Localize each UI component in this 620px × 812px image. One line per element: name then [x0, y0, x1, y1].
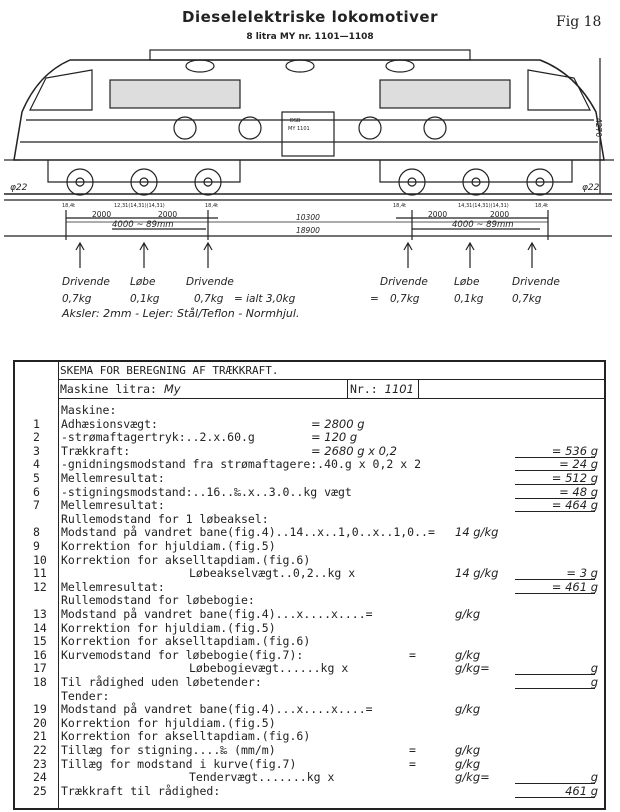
- line-result: = 512 g: [551, 471, 598, 485]
- nr-value: 1101: [384, 382, 414, 396]
- line-number: 10: [33, 552, 47, 567]
- result-underline: [515, 797, 595, 798]
- line-text: Modstand på vandret bane(fig.4)...x....x....=: [61, 607, 373, 621]
- line-text: Mellemresultat:: [61, 471, 165, 485]
- bogie-dim-left: 4000 ~ 89mm: [112, 220, 174, 230]
- line-text: Tendervægt.......kg x: [189, 770, 335, 785]
- line-text: Løbebogievægt......kg x: [189, 661, 349, 676]
- axle-label: Løbe: [130, 276, 156, 288]
- dim-2000: 2000: [158, 210, 178, 219]
- line-result: = 461 g: [551, 579, 598, 594]
- tiny-label: 18,4t: [393, 203, 407, 209]
- line-result: g: [590, 675, 598, 689]
- line-text: Trækkraft til rådighed:: [61, 783, 221, 798]
- line-rate: g/kg: [455, 743, 481, 757]
- maskine-label: Maskine litra:: [60, 382, 157, 396]
- axle-weight: 0,1kg: [130, 293, 160, 305]
- line-text: Korrektion for akselltapdiam.(fig.6): [61, 634, 311, 649]
- line-text: Korrektion for akselltapdiam.(fig.6): [61, 729, 311, 744]
- line-number: 15: [33, 634, 47, 649]
- line-number: 17: [33, 661, 47, 676]
- height-dimension: 4270: [594, 118, 603, 138]
- line-text: Trækkraft:: [61, 443, 131, 458]
- line-number: 11: [33, 566, 47, 581]
- line-value: = 120 g: [311, 430, 358, 445]
- line-number: 23: [33, 756, 47, 771]
- line-text: Mellemresultat:: [61, 498, 165, 513]
- sheet-title: SKEMA FOR BEREGNING AF TRÆKKRAFT.: [58, 362, 606, 380]
- line-rate: g/kg: [455, 647, 481, 662]
- line-value: = 2680 g x 0,2: [311, 443, 397, 458]
- axle-label: Drivende: [380, 276, 428, 288]
- line-number: 16: [33, 647, 47, 662]
- line-text: Modstand på vandret bane(fig.4)..14..x..1,0..x..1,0..=: [61, 525, 435, 540]
- line-text: Tillæg for stigning....‰ (mm/m): [61, 743, 276, 757]
- line-value: = 2800 g: [311, 416, 365, 431]
- tiny-label: 18,4t: [535, 203, 549, 209]
- result-underline: [515, 593, 595, 594]
- line-number: 13: [33, 607, 47, 621]
- line-rate: g/kg: [455, 702, 481, 717]
- traction-sheet: [13, 360, 606, 810]
- line-number: 5: [33, 471, 40, 485]
- line-number: 2: [33, 430, 40, 445]
- line-text: Mellemresultat:: [61, 579, 165, 594]
- tiny-label: 14,31(14,31)(14,31): [458, 203, 509, 209]
- line-result: g: [590, 661, 598, 676]
- line-number: 22: [33, 743, 47, 757]
- axle-label: Drivende: [512, 276, 560, 288]
- line-number: 24: [33, 770, 47, 785]
- line-text: Adhæsionsvægt:: [61, 416, 158, 431]
- dim-10300: 10300: [296, 213, 320, 222]
- locomotive-drawing: [0, 0, 620, 360]
- line-rate: g/kg: [455, 756, 481, 771]
- line-result: 461 g: [565, 783, 598, 798]
- machine-row: [58, 380, 606, 399]
- axle-weight: 0,1kg: [454, 293, 484, 305]
- line-text: Korrektion for hjuldiam.(fig.5): [61, 539, 276, 553]
- tiny-label: 18,4t: [205, 203, 219, 209]
- line-text: Tender:: [61, 688, 110, 703]
- equals-sign: =: [370, 293, 379, 305]
- dim-18900: 18900: [296, 226, 320, 235]
- line-number: 9: [33, 539, 40, 553]
- line-text: Tillæg for modstand i kurve(fig.7): [61, 756, 297, 771]
- nr-label: Nr.:: [350, 382, 378, 396]
- line-number: 19: [33, 702, 47, 717]
- line-result: = 24 g: [559, 457, 598, 472]
- page-subtitle: 8 litra MY nr. 1101—1108: [246, 32, 374, 42]
- margin-rule: [58, 362, 59, 808]
- dim-2000: 2000: [92, 210, 112, 219]
- line-number: 3: [33, 443, 40, 458]
- dim-2000: 2000: [428, 210, 448, 219]
- bogie-dim-right: 4000 ~ 89mm: [452, 220, 514, 230]
- line-number: 18: [33, 675, 47, 689]
- badge-top: DSB: [290, 118, 301, 124]
- line-rate: g/kg=: [455, 770, 490, 785]
- axle-weight: 0,7kg: [62, 293, 92, 305]
- line-number: 8: [33, 525, 40, 540]
- line-number: 14: [33, 620, 47, 635]
- line-text: Rullemodstand for løbebogie:: [61, 593, 255, 608]
- line-equals: =: [409, 743, 416, 757]
- wheel-diam-left: φ22: [10, 183, 28, 193]
- line-number: 12: [33, 579, 47, 594]
- divider: [418, 380, 419, 399]
- line-text: Maskine:: [61, 403, 117, 417]
- figure-label: Fig 18: [556, 14, 602, 30]
- line-text: Korrektion for hjuldiam.(fig.5): [61, 715, 276, 730]
- line-equals: =: [409, 647, 416, 662]
- line-number: 7: [33, 498, 40, 513]
- line-result: = 464 g: [551, 498, 598, 513]
- result-underline: [515, 688, 595, 689]
- axle-label: Drivende: [186, 276, 234, 288]
- line-number: 21: [33, 729, 47, 744]
- line-text: -gnidningsmodstand fra strømaftagere:.40.g x 0,2 x 2: [61, 457, 422, 472]
- dim-2000: 2000: [490, 210, 510, 219]
- line-number: 1: [33, 416, 40, 431]
- axle-weight: 0,7kg: [194, 293, 224, 305]
- line-equals: =: [409, 756, 416, 771]
- page-title: Dieselelektriske lokomotiver: [182, 8, 438, 26]
- line-rate: 14 g/kg: [455, 525, 499, 540]
- result-underline: [515, 674, 595, 675]
- axle-weight: 0,7kg: [390, 293, 420, 305]
- line-number: 25: [33, 783, 47, 798]
- badge-bottom: MY 1101: [288, 126, 310, 132]
- axle-weight: 0,7kg: [512, 293, 542, 305]
- line-rate: g/kg: [455, 607, 481, 621]
- line-result: g: [590, 770, 598, 785]
- line-rate: g/kg=: [455, 661, 490, 676]
- line-text: Modstand på vandret bane(fig.4)...x....x....=: [61, 702, 373, 717]
- line-number: 4: [33, 457, 40, 472]
- total-note: = ialt 3,0kg: [234, 293, 296, 305]
- maskine-value: My: [163, 382, 181, 396]
- line-text: Til rådighed uden løbetender:: [61, 675, 262, 689]
- line-text: Korrektion for akselltapdiam.(fig.6): [61, 552, 311, 567]
- aksler-note: Aksler: 2mm - Lejer: Stål/Teflon - Normhjul.: [62, 307, 300, 320]
- line-number: 20: [33, 715, 47, 730]
- line-rate: 14 g/kg: [455, 566, 499, 581]
- line-text: -stigningsmodstand:..16..‰.x..3.0..kg vægt: [61, 484, 352, 499]
- line-text: Rullemodstand for 1 løbeaksel:: [61, 511, 269, 526]
- wheel-diam-right: φ22: [582, 183, 600, 193]
- axle-label: Løbe: [454, 276, 480, 288]
- line-text: Korrektion for hjuldiam.(fig.5): [61, 620, 276, 635]
- tiny-label: 18,4t: [62, 203, 76, 209]
- axle-label: Drivende: [62, 276, 110, 288]
- line-text: -strømaftagertryk:..2.x.60.g: [61, 430, 255, 445]
- line-text: Løbeakselvægt..0,2..kg x: [189, 566, 356, 581]
- divider: [347, 380, 348, 399]
- line-result: = 3 g: [566, 566, 598, 581]
- tiny-label: 12,31(14,31)(14,31): [114, 203, 165, 209]
- line-result: = 536 g: [551, 443, 598, 458]
- result-underline: [515, 511, 595, 512]
- line-number: 6: [33, 484, 40, 499]
- line-text: Kurvemodstand for løbebogie(fig.7):: [61, 647, 304, 662]
- line-result: = 48 g: [559, 484, 598, 499]
